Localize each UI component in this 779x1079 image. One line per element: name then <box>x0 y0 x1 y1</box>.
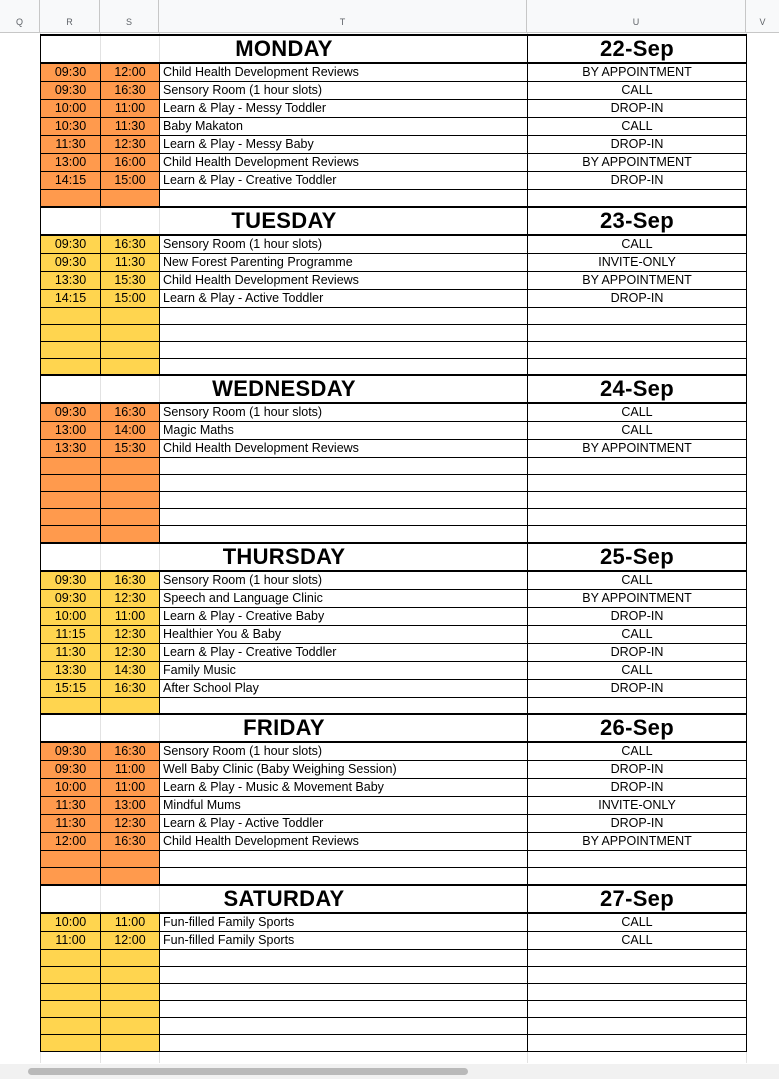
day-date[interactable]: 27-Sep <box>528 885 747 913</box>
activity-cell[interactable]: Baby Makaton <box>160 118 528 136</box>
end-time-cell[interactable] <box>101 526 160 543</box>
day-header-row <box>41 714 747 742</box>
end-time-cell[interactable] <box>101 1017 160 1034</box>
schedule-row <box>41 779 747 797</box>
start-time-cell[interactable] <box>41 983 101 1000</box>
end-time-cell[interactable] <box>101 358 160 375</box>
end-time-cell[interactable] <box>101 983 160 1000</box>
start-time-cell[interactable]: 11:15 <box>41 625 101 643</box>
schedule-row <box>41 253 747 271</box>
status-cell[interactable] <box>528 509 747 526</box>
end-time-cell[interactable] <box>101 492 160 509</box>
end-time-cell[interactable]: 11:30 <box>101 118 160 136</box>
end-time-cell[interactable]: 12:30 <box>101 625 160 643</box>
start-time-cell[interactable] <box>41 458 101 475</box>
day-name[interactable]: SATURDAY <box>41 885 528 913</box>
start-time-cell[interactable] <box>41 307 101 324</box>
schedule-row <box>41 289 747 307</box>
end-time-cell[interactable] <box>101 868 160 885</box>
activity-cell[interactable]: Magic Maths <box>160 422 528 440</box>
end-time-cell[interactable] <box>101 697 160 714</box>
schedule-row <box>41 440 747 458</box>
day-header-row <box>41 35 747 63</box>
start-time-cell[interactable]: 13:30 <box>41 440 101 458</box>
start-time-cell[interactable]: 11:30 <box>41 797 101 815</box>
schedule-row <box>41 422 747 440</box>
activity-cell[interactable] <box>160 341 528 358</box>
activity-cell[interactable] <box>160 868 528 885</box>
status-cell[interactable]: DROP-IN <box>528 100 747 118</box>
status-cell[interactable]: DROP-IN <box>528 289 747 307</box>
activity-cell[interactable] <box>160 190 528 207</box>
day-name[interactable]: MONDAY <box>41 35 528 63</box>
activity-cell[interactable]: Child Health Development Reviews <box>160 154 528 172</box>
start-time-cell[interactable] <box>41 1034 101 1051</box>
end-time-cell[interactable]: 12:30 <box>101 589 160 607</box>
schedule-row <box>41 63 747 82</box>
end-time-cell[interactable]: 16:30 <box>101 833 160 851</box>
end-time-cell[interactable]: 16:00 <box>101 154 160 172</box>
activity-cell[interactable] <box>160 358 528 375</box>
activity-cell[interactable]: Healthier You & Baby <box>160 625 528 643</box>
schedule-row <box>41 358 747 375</box>
end-time-cell[interactable]: 11:00 <box>101 913 160 932</box>
status-cell[interactable]: INVITE-ONLY <box>528 797 747 815</box>
end-time-cell[interactable] <box>101 307 160 324</box>
status-cell[interactable]: BY APPOINTMENT <box>528 271 747 289</box>
status-cell[interactable]: CALL <box>528 235 747 254</box>
schedule-row <box>41 697 747 714</box>
schedule-row <box>41 271 747 289</box>
schedule-row <box>41 931 747 949</box>
column-header-t[interactable]: T <box>159 0 527 32</box>
status-cell[interactable]: CALL <box>528 82 747 100</box>
schedule-row <box>41 607 747 625</box>
column-header-q[interactable]: Q <box>0 0 40 32</box>
day-name[interactable]: FRIDAY <box>41 714 528 742</box>
column-header-u[interactable]: U <box>527 0 746 32</box>
schedule-row <box>41 307 747 324</box>
status-cell[interactable]: BY APPOINTMENT <box>528 154 747 172</box>
activity-cell[interactable] <box>160 1034 528 1051</box>
end-time-cell[interactable] <box>101 1000 160 1017</box>
status-cell[interactable]: CALL <box>528 931 747 949</box>
status-cell[interactable]: CALL <box>528 661 747 679</box>
end-time-cell[interactable] <box>101 1034 160 1051</box>
activity-cell[interactable]: Sensory Room (1 hour slots) <box>160 82 528 100</box>
start-time-cell[interactable]: 14:15 <box>41 289 101 307</box>
start-time-cell[interactable]: 09:30 <box>41 235 101 254</box>
activity-cell[interactable]: Speech and Language Clinic <box>160 589 528 607</box>
end-time-cell[interactable] <box>101 190 160 207</box>
schedule-row <box>41 983 747 1000</box>
start-time-cell[interactable]: 11:30 <box>41 815 101 833</box>
start-time-cell[interactable]: 13:00 <box>41 422 101 440</box>
start-time-cell[interactable]: 13:30 <box>41 271 101 289</box>
status-cell[interactable]: CALL <box>528 571 747 590</box>
activity-cell[interactable] <box>160 475 528 492</box>
activity-cell[interactable] <box>160 983 528 1000</box>
schedule-row <box>41 643 747 661</box>
status-cell[interactable]: BY APPOINTMENT <box>528 440 747 458</box>
status-cell[interactable] <box>528 1000 747 1017</box>
end-time-cell[interactable] <box>101 966 160 983</box>
status-cell[interactable]: CALL <box>528 118 747 136</box>
activity-cell[interactable]: Learn & Play - Music & Movement Baby <box>160 779 528 797</box>
start-time-cell[interactable] <box>41 190 101 207</box>
end-time-cell[interactable]: 15:30 <box>101 271 160 289</box>
status-cell[interactable] <box>528 851 747 868</box>
schedule-row <box>41 625 747 643</box>
end-time-cell[interactable]: 14:00 <box>101 422 160 440</box>
activity-cell[interactable]: Learn & Play - Messy Toddler <box>160 100 528 118</box>
activity-cell[interactable] <box>160 1000 528 1017</box>
status-cell[interactable]: DROP-IN <box>528 607 747 625</box>
activity-cell[interactable] <box>160 966 528 983</box>
schedule-row <box>41 403 747 422</box>
schedule-row <box>41 475 747 492</box>
end-time-cell[interactable]: 16:30 <box>101 571 160 590</box>
start-time-cell[interactable] <box>41 324 101 341</box>
start-time-cell[interactable]: 11:30 <box>41 136 101 154</box>
status-cell[interactable] <box>528 983 747 1000</box>
status-cell[interactable]: DROP-IN <box>528 172 747 190</box>
status-cell[interactable]: BY APPOINTMENT <box>528 833 747 851</box>
activity-cell[interactable] <box>160 324 528 341</box>
day-header-row <box>41 207 747 235</box>
day-date[interactable]: 22-Sep <box>528 35 747 63</box>
activity-cell[interactable]: Learn & Play - Creative Baby <box>160 607 528 625</box>
schedule-row <box>41 492 747 509</box>
start-time-cell[interactable]: 10:00 <box>41 913 101 932</box>
end-time-cell[interactable] <box>101 475 160 492</box>
status-cell[interactable] <box>528 358 747 375</box>
day-name[interactable]: WEDNESDAY <box>41 375 528 403</box>
activity-cell[interactable]: Child Health Development Reviews <box>160 63 528 82</box>
status-cell[interactable]: DROP-IN <box>528 761 747 779</box>
start-time-cell[interactable]: 09:30 <box>41 761 101 779</box>
status-cell[interactable]: CALL <box>528 422 747 440</box>
schedule-row <box>41 1034 747 1051</box>
status-cell[interactable] <box>528 492 747 509</box>
status-cell[interactable]: DROP-IN <box>528 136 747 154</box>
day-header-row <box>41 885 747 913</box>
status-cell[interactable] <box>528 966 747 983</box>
activity-cell[interactable]: Well Baby Clinic (Baby Weighing Session) <box>160 761 528 779</box>
activity-cell[interactable] <box>160 697 528 714</box>
start-time-cell[interactable]: 09:30 <box>41 82 101 100</box>
start-time-cell[interactable]: 11:00 <box>41 931 101 949</box>
schedule-table <box>40 34 747 1052</box>
schedule-row <box>41 235 747 254</box>
status-cell[interactable] <box>528 526 747 543</box>
schedule-row <box>41 526 747 543</box>
start-time-cell[interactable] <box>41 509 101 526</box>
end-time-cell[interactable] <box>101 458 160 475</box>
start-time-cell[interactable]: 13:30 <box>41 661 101 679</box>
start-time-cell[interactable]: 09:30 <box>41 253 101 271</box>
status-cell[interactable] <box>528 1034 747 1051</box>
status-cell[interactable] <box>528 190 747 207</box>
activity-cell[interactable]: Sensory Room (1 hour slots) <box>160 571 528 590</box>
status-cell[interactable] <box>528 475 747 492</box>
activity-cell[interactable]: After School Play <box>160 679 528 697</box>
end-time-cell[interactable] <box>101 851 160 868</box>
start-time-cell[interactable] <box>41 868 101 885</box>
end-time-cell[interactable]: 15:30 <box>101 440 160 458</box>
schedule-row <box>41 868 747 885</box>
activity-cell[interactable]: Sensory Room (1 hour slots) <box>160 403 528 422</box>
schedule-row <box>41 341 747 358</box>
end-time-cell[interactable]: 15:00 <box>101 289 160 307</box>
end-time-cell[interactable]: 15:00 <box>101 172 160 190</box>
activity-cell[interactable]: Learn & Play - Active Toddler <box>160 815 528 833</box>
activity-cell[interactable]: Child Health Development Reviews <box>160 833 528 851</box>
start-time-cell[interactable]: 10:00 <box>41 607 101 625</box>
column-header-bar <box>0 0 779 33</box>
start-time-cell[interactable]: 10:00 <box>41 779 101 797</box>
day-date[interactable]: 26-Sep <box>528 714 747 742</box>
end-time-cell[interactable]: 11:30 <box>101 253 160 271</box>
end-time-cell[interactable]: 16:30 <box>101 679 160 697</box>
activity-cell[interactable]: Child Health Development Reviews <box>160 271 528 289</box>
activity-cell[interactable]: Learn & Play - Creative Toddler <box>160 643 528 661</box>
end-time-cell[interactable]: 13:00 <box>101 797 160 815</box>
end-time-cell[interactable]: 11:00 <box>101 761 160 779</box>
start-time-cell[interactable]: 13:00 <box>41 154 101 172</box>
schedule-row <box>41 136 747 154</box>
start-time-cell[interactable] <box>41 966 101 983</box>
end-time-cell[interactable]: 12:00 <box>101 63 160 82</box>
status-cell[interactable] <box>528 341 747 358</box>
schedule-row <box>41 509 747 526</box>
schedule-row <box>41 679 747 697</box>
end-time-cell[interactable]: 11:00 <box>101 779 160 797</box>
schedule-row <box>41 797 747 815</box>
start-time-cell[interactable]: 10:30 <box>41 118 101 136</box>
activity-cell[interactable] <box>160 492 528 509</box>
schedule-row <box>41 1000 747 1017</box>
start-time-cell[interactable]: 11:30 <box>41 643 101 661</box>
start-time-cell[interactable]: 09:30 <box>41 571 101 590</box>
start-time-cell[interactable]: 09:30 <box>41 403 101 422</box>
activity-cell[interactable]: Learn & Play - Creative Toddler <box>160 172 528 190</box>
status-cell[interactable]: CALL <box>528 742 747 761</box>
status-cell[interactable] <box>528 1017 747 1034</box>
activity-cell[interactable]: Fun-filled Family Sports <box>160 913 528 932</box>
start-time-cell[interactable] <box>41 1000 101 1017</box>
end-time-cell[interactable]: 12:30 <box>101 815 160 833</box>
schedule-row <box>41 118 747 136</box>
end-time-cell[interactable]: 16:30 <box>101 82 160 100</box>
end-time-cell[interactable]: 11:00 <box>101 100 160 118</box>
status-cell[interactable]: DROP-IN <box>528 643 747 661</box>
day-header-row <box>41 375 747 403</box>
start-time-cell[interactable] <box>41 475 101 492</box>
start-time-cell[interactable] <box>41 851 101 868</box>
activity-cell[interactable] <box>160 458 528 475</box>
start-time-cell[interactable] <box>41 358 101 375</box>
end-time-cell[interactable] <box>101 324 160 341</box>
status-cell[interactable]: DROP-IN <box>528 779 747 797</box>
status-cell[interactable] <box>528 949 747 966</box>
start-time-cell[interactable] <box>41 492 101 509</box>
activity-cell[interactable] <box>160 526 528 543</box>
activity-cell[interactable] <box>160 307 528 324</box>
start-time-cell[interactable]: 12:00 <box>41 833 101 851</box>
end-time-cell[interactable] <box>101 949 160 966</box>
schedule-row <box>41 815 747 833</box>
start-time-cell[interactable] <box>41 949 101 966</box>
end-time-cell[interactable]: 16:30 <box>101 742 160 761</box>
schedule-row <box>41 742 747 761</box>
schedule-row <box>41 589 747 607</box>
end-time-cell[interactable] <box>101 509 160 526</box>
schedule-row <box>41 1017 747 1034</box>
activity-cell[interactable]: New Forest Parenting Programme <box>160 253 528 271</box>
end-time-cell[interactable]: 12:00 <box>101 931 160 949</box>
status-cell[interactable]: CALL <box>528 913 747 932</box>
start-time-cell[interactable]: 09:30 <box>41 63 101 82</box>
day-name[interactable]: THURSDAY <box>41 543 528 571</box>
end-time-cell[interactable]: 16:30 <box>101 403 160 422</box>
status-cell[interactable] <box>528 697 747 714</box>
schedule-row <box>41 172 747 190</box>
day-name[interactable]: TUESDAY <box>41 207 528 235</box>
status-cell[interactable] <box>528 307 747 324</box>
start-time-cell[interactable]: 09:30 <box>41 589 101 607</box>
status-cell[interactable]: DROP-IN <box>528 815 747 833</box>
schedule-row <box>41 571 747 590</box>
day-date[interactable]: 23-Sep <box>528 207 747 235</box>
status-cell[interactable]: DROP-IN <box>528 679 747 697</box>
activity-cell[interactable] <box>160 1017 528 1034</box>
activity-cell[interactable]: Sensory Room (1 hour slots) <box>160 742 528 761</box>
end-time-cell[interactable]: 12:30 <box>101 136 160 154</box>
start-time-cell[interactable] <box>41 526 101 543</box>
status-cell[interactable]: INVITE-ONLY <box>528 253 747 271</box>
column-header-v[interactable]: V <box>759 17 766 27</box>
status-cell[interactable]: CALL <box>528 403 747 422</box>
schedule-row <box>41 949 747 966</box>
day-date[interactable]: 25-Sep <box>528 543 747 571</box>
end-time-cell[interactable]: 12:30 <box>101 643 160 661</box>
end-time-cell[interactable] <box>101 341 160 358</box>
start-time-cell[interactable] <box>41 341 101 358</box>
activity-cell[interactable]: Mindful Mums <box>160 797 528 815</box>
status-cell[interactable]: BY APPOINTMENT <box>528 589 747 607</box>
activity-cell[interactable]: Learn & Play - Active Toddler <box>160 289 528 307</box>
start-time-cell[interactable] <box>41 697 101 714</box>
column-header-r[interactable]: R <box>40 0 100 32</box>
activity-cell[interactable]: Child Health Development Reviews <box>160 440 528 458</box>
schedule-row <box>41 324 747 341</box>
schedule-row <box>41 966 747 983</box>
horizontal-scrollbar-thumb[interactable] <box>28 1068 468 1075</box>
start-time-cell[interactable]: 14:15 <box>41 172 101 190</box>
status-cell[interactable]: CALL <box>528 625 747 643</box>
schedule-row <box>41 458 747 475</box>
schedule-row <box>41 913 747 932</box>
schedule-row <box>41 82 747 100</box>
schedule-row <box>41 100 747 118</box>
start-time-cell[interactable] <box>41 1017 101 1034</box>
end-time-cell[interactable]: 16:30 <box>101 235 160 254</box>
status-cell[interactable] <box>528 324 747 341</box>
end-time-cell[interactable]: 14:30 <box>101 661 160 679</box>
activity-cell[interactable] <box>160 949 528 966</box>
activity-cell[interactable]: Sensory Room (1 hour slots) <box>160 235 528 254</box>
end-time-cell[interactable]: 11:00 <box>101 607 160 625</box>
schedule-row <box>41 761 747 779</box>
start-time-cell[interactable]: 10:00 <box>41 100 101 118</box>
schedule-row <box>41 661 747 679</box>
day-date[interactable]: 24-Sep <box>528 375 747 403</box>
start-time-cell[interactable]: 15:15 <box>41 679 101 697</box>
schedule-row <box>41 833 747 851</box>
start-time-cell[interactable]: 09:30 <box>41 742 101 761</box>
activity-cell[interactable]: Fun-filled Family Sports <box>160 931 528 949</box>
schedule-row <box>41 190 747 207</box>
schedule-row <box>41 851 747 868</box>
column-header-s[interactable]: S <box>100 0 159 32</box>
day-header-row <box>41 543 747 571</box>
activity-cell[interactable] <box>160 509 528 526</box>
status-cell[interactable]: BY APPOINTMENT <box>528 63 747 82</box>
activity-cell[interactable]: Learn & Play - Messy Baby <box>160 136 528 154</box>
status-cell[interactable] <box>528 458 747 475</box>
activity-cell[interactable]: Family Music <box>160 661 528 679</box>
status-cell[interactable] <box>528 868 747 885</box>
activity-cell[interactable] <box>160 851 528 868</box>
schedule-row <box>41 154 747 172</box>
